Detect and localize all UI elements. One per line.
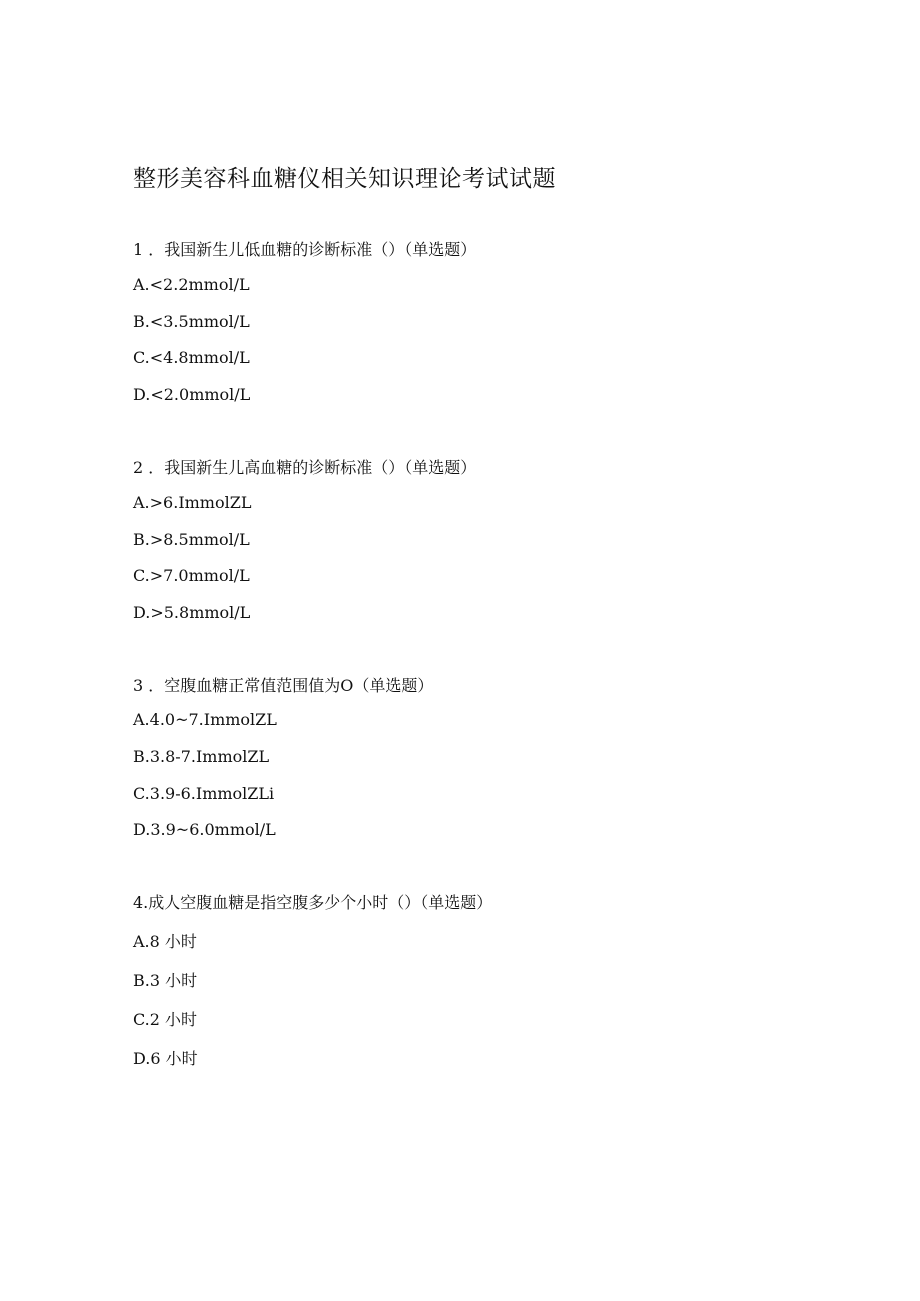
question-3-option-a: A.4.0~7.ImmolZL — [133, 710, 277, 729]
question-1-option-a: A.<2.2mmol∕L — [133, 275, 250, 294]
question-1-stem: 1 ．我国新生儿低血糖的诊断标准（）（单选题） — [133, 240, 477, 259]
question-3-option-d: D.3.9~6.0mmol∕L — [133, 820, 276, 839]
question-1-option-d: D.<2.0mmol∕L — [133, 385, 251, 404]
question-4-option-d: D.6 小时 — [133, 1049, 198, 1068]
question-2-option-b: B.>8.5mmol∕L — [133, 530, 250, 549]
question-4-option-b: B.3 小时 — [133, 971, 198, 990]
question-3-option-b: B.3.8-7.ImmolZL — [133, 747, 270, 766]
question-3-option-c: C.3.9-6.ImmolZLi — [133, 784, 275, 803]
question-4-option-a: A.8 小时 — [133, 932, 197, 951]
question-3-stem: 3 ．空腹血糖正常值范围值为O（单选题） — [133, 676, 434, 695]
question-1-option-c: C.<4.8mmol∕L — [133, 348, 250, 367]
question-4-option-c: C.2 小时 — [133, 1010, 198, 1029]
question-2-option-c: C.>7.0mmol∕L — [133, 566, 250, 585]
question-2-stem: 2 ．我国新生儿高血糖的诊断标准（）（单选题） — [133, 458, 477, 477]
question-1-option-b: B.<3.5mmol∕L — [133, 312, 250, 331]
page-title: 整形美容科血糖仪相关知识理论考试试题 — [133, 166, 556, 192]
question-2-option-d: D.>5.8mmol∕L — [133, 603, 251, 622]
question-2-option-a: A.>6.ImmolZL — [133, 493, 252, 512]
question-4-stem: 4.成人空腹血糖是指空腹多少个小时（）（单选题） — [133, 893, 493, 912]
